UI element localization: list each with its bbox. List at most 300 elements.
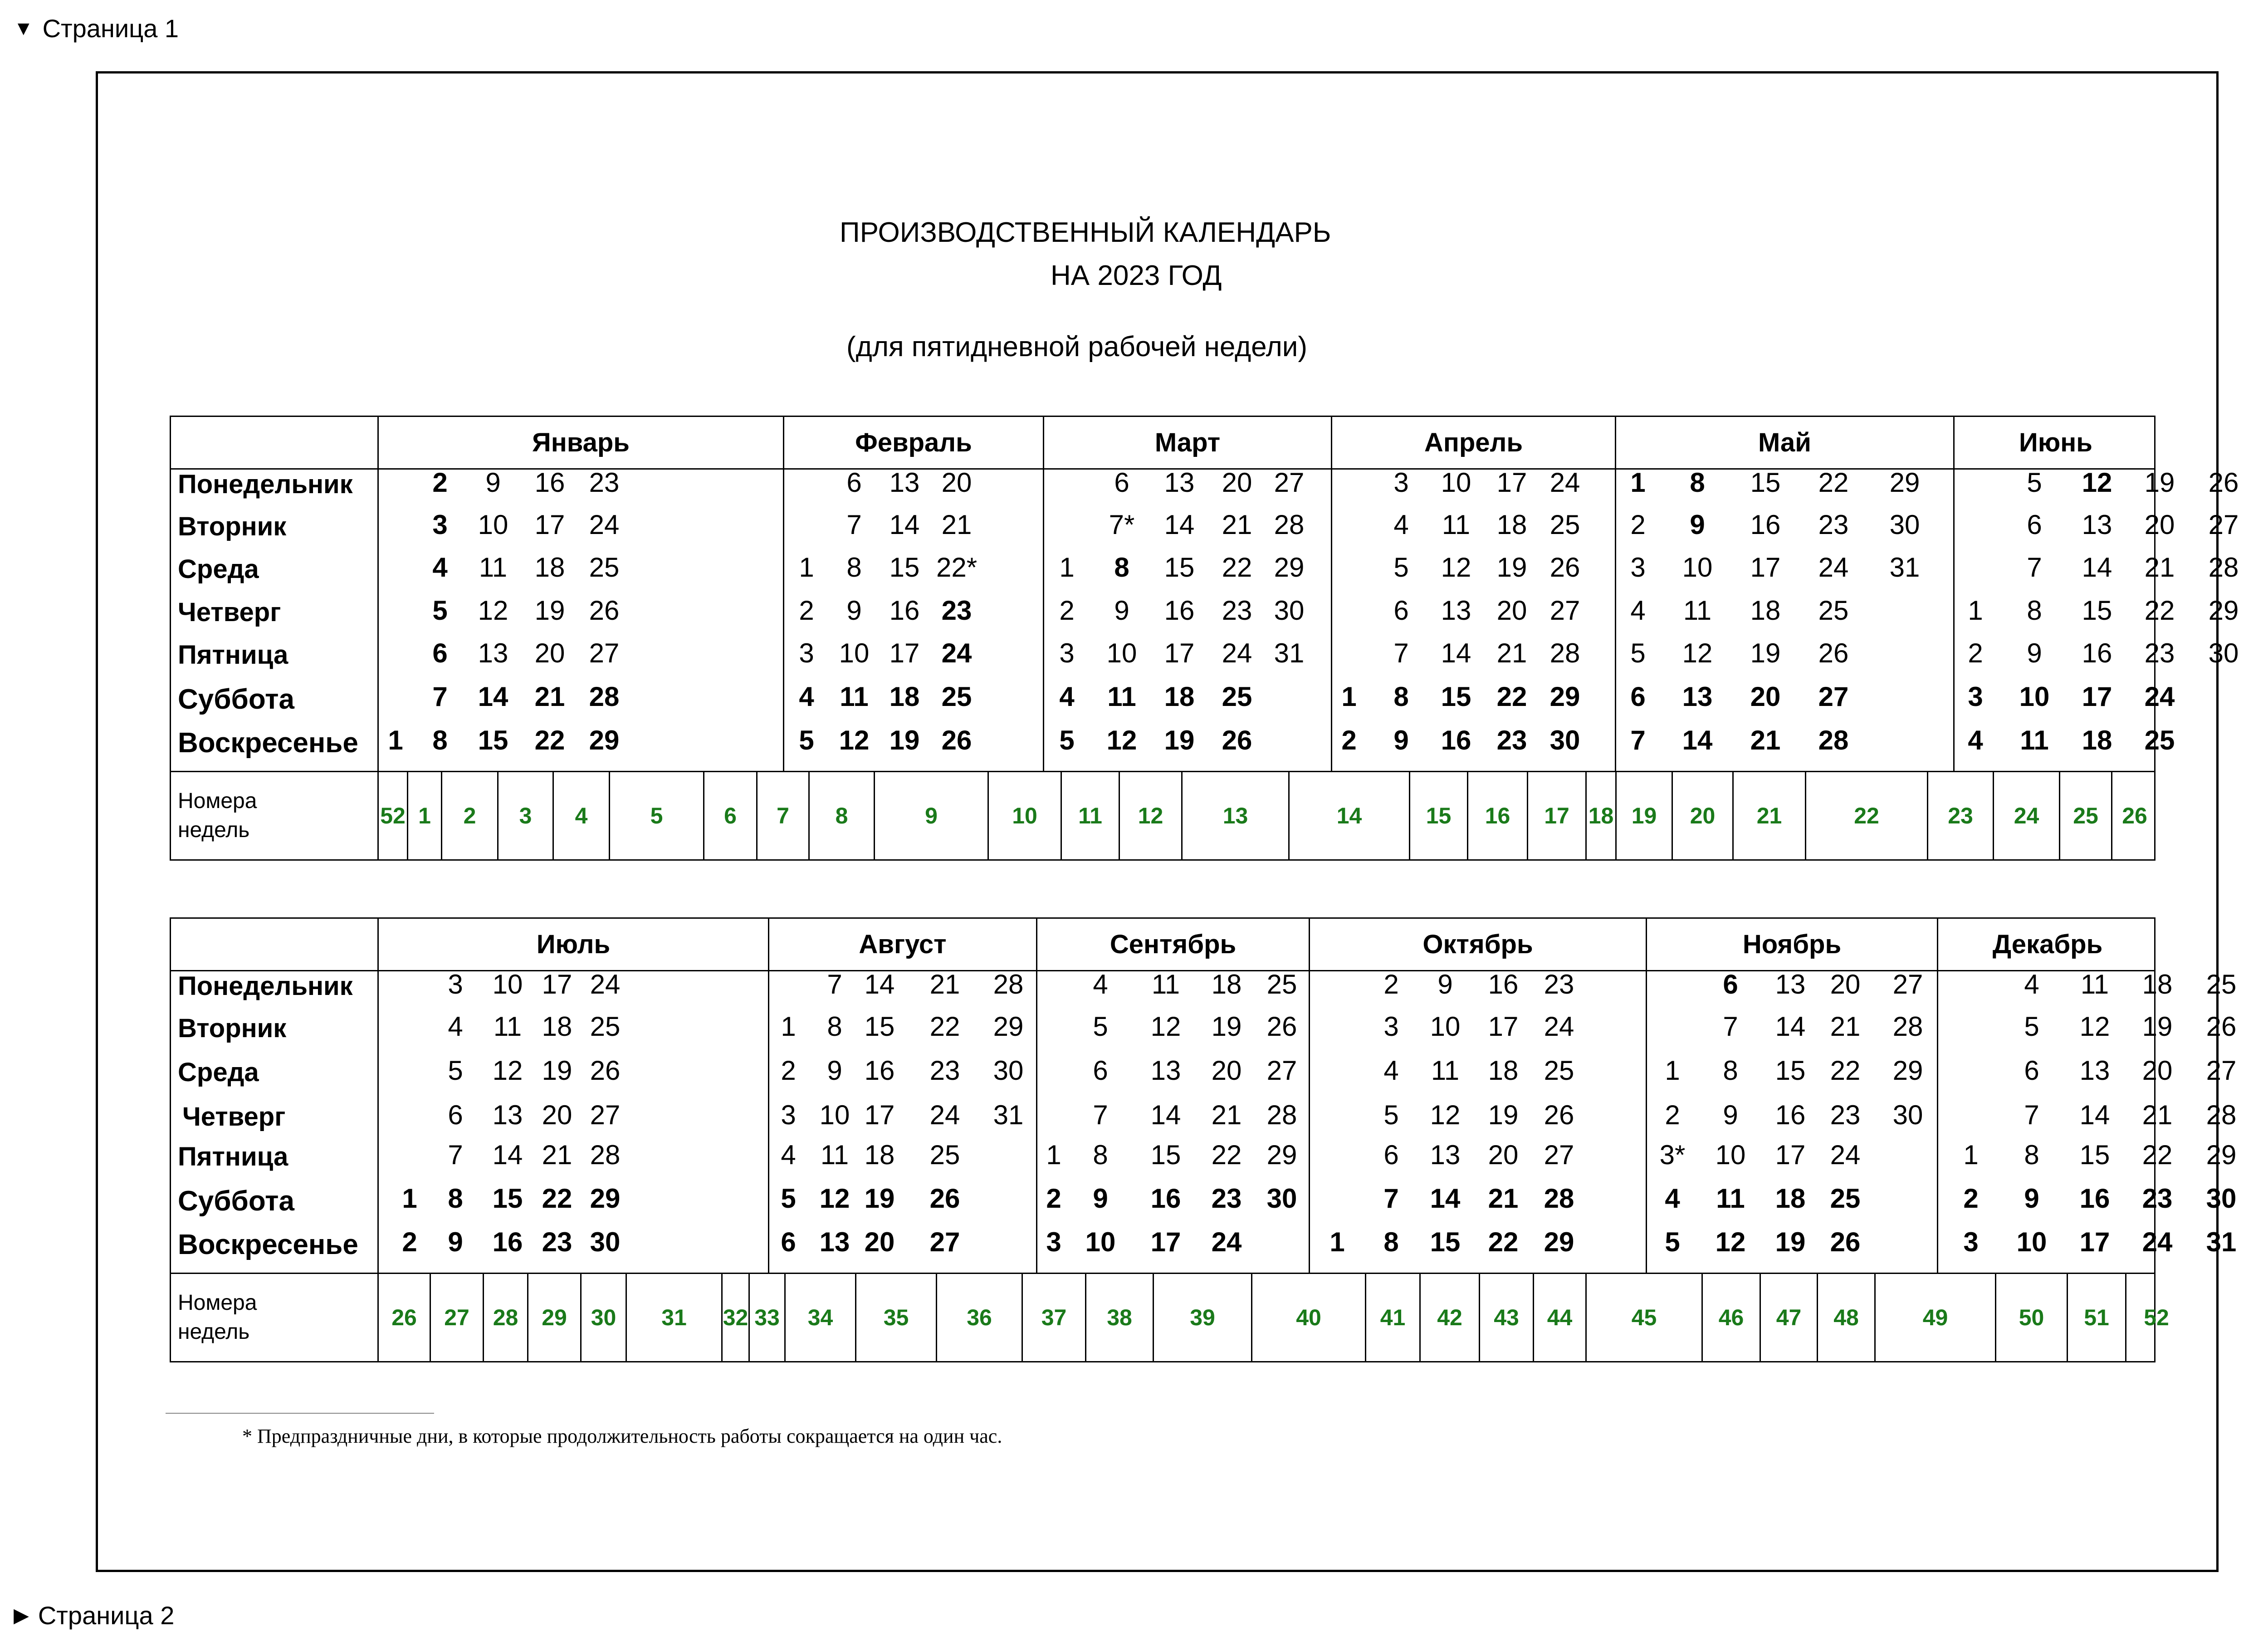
footnote: * Предпраздничные дни, в которые продолжительность работы сокращается на один час. [242,1425,1002,1447]
calendar-day: 12 [1441,552,1471,583]
week-number: 36 [936,1273,1022,1362]
calendar-day: 6 [432,638,448,668]
calendar-day: 15 [1164,552,1195,583]
calendar-day: 4 [1059,681,1075,712]
weekday-label: Воскресенье [178,727,358,759]
calendar-day: 5 [2027,467,2042,498]
calendar-day: 17 [1775,1140,1806,1170]
footnote-divider [166,1413,434,1414]
calendar-day: 19 [1488,1100,1519,1130]
calendar-day: 23 [2142,1183,2173,1214]
calendar-day: 21 [1222,509,1252,540]
calendar-day: 7 [2027,552,2042,583]
calendar-day: 23 [589,467,620,498]
week-number: 17 [1527,771,1585,861]
calendar-day: 7 [1630,725,1646,755]
calendar-first-half [170,416,2239,861]
calendar-day: 31 [2206,1227,2237,1257]
calendar-day: 30 [1266,1183,1297,1214]
calendar-day: 16 [864,1055,895,1086]
calendar-day: 11 [1442,509,1471,540]
calendar-day: 22 [1830,1055,1861,1086]
calendar-day: 19 [1211,1011,1242,1042]
calendar-day: 1 [1963,1140,1979,1170]
calendar-day: 12 [1715,1227,1746,1257]
week-number: 10 [987,771,1061,861]
calendar-day: 31 [1889,552,1920,583]
calendar-day: 18 [889,681,920,712]
calendar-day: 16 [1775,1100,1806,1130]
calendar-day: 7 [448,1140,463,1170]
calendar-day: 8 [1114,552,1129,583]
calendar-day: 18 [542,1011,572,1042]
calendar-day: 23 [1222,595,1252,626]
calendar-day: 26 [1818,638,1849,668]
calendar-day: 18 [1750,595,1781,626]
month-header: Май [1615,417,1953,468]
calendar-day: 22 [929,1011,960,1042]
calendar-day: 15 [478,725,508,755]
calendar-day: 15 [1430,1227,1461,1257]
calendar-day: 18 [1496,509,1527,540]
calendar-day: 13 [1430,1140,1461,1170]
week-numbers-label-line: недель [178,818,250,842]
calendar-day: 15 [1150,1140,1181,1170]
calendar-day: 2 [1059,595,1075,626]
calendar-day: 25 [1818,595,1849,626]
week-number: 47 [1760,1273,1817,1362]
calendar-day: 23 [2144,638,2175,668]
calendar-day: 12 [2079,1011,2110,1042]
month-column-divider [377,970,379,1273]
calendar-day: 17 [534,509,565,540]
calendar-day: 29 [1549,681,1580,712]
calendar-day: 18 [2082,725,2112,755]
calendar-day: 17 [889,638,920,668]
calendar-day: 25 [929,1140,960,1170]
calendar-day: 24 [1830,1140,1861,1170]
calendar-day: 20 [1211,1055,1242,1086]
calendar-day: 8 [1383,1227,1399,1257]
calendar-day: 4 [1630,595,1646,626]
calendar-day: 4 [2024,969,2039,999]
document-page [96,71,2239,1572]
calendar-day: 7 [1093,1100,1108,1130]
calendar-day: 2 [1630,509,1646,540]
calendar-day: 6 [1383,1140,1399,1170]
calendar-day: 3 [1963,1227,1979,1257]
week-number: 1 [407,771,441,861]
calendar-day: 8 [1393,681,1409,712]
calendar-day: 1 [1630,467,1646,498]
calendar-day: 1 [1968,595,1983,626]
calendar-day: 12 [839,725,870,755]
calendar-day: 9 [448,1227,463,1257]
title-line-1: ПРОИЗВОДСТВЕННЫЙ КАЛЕНДАРЬ [840,217,1331,248]
calendar-day: 16 [1164,595,1195,626]
week-number: 6 [703,771,756,861]
calendar-day: 28 [1266,1100,1297,1130]
calendar-day: 20 [941,467,972,498]
week-number: 26 [2111,771,2157,861]
calendar-day: 22 [1222,552,1252,583]
calendar-day: 8 [1690,467,1705,498]
calendar-day: 22 [542,1183,572,1214]
calendar-day: 25 [589,552,620,583]
calendar-day: 16 [1750,509,1781,540]
month-header: Август [768,919,1036,970]
calendar-day: 27 [2206,1055,2237,1086]
calendar-day: 9 [1690,509,1705,540]
calendar-day: 29 [589,725,620,755]
calendar-day: 27 [1274,467,1305,498]
calendar-day: 28 [589,681,620,712]
calendar-day: 27 [590,1100,621,1130]
calendar-day: 7 [432,681,448,712]
calendar-day: 3 [1968,681,1983,712]
week-number: 25 [2059,771,2111,861]
page-2-toggle[interactable] [14,1601,174,1630]
calendar-day: 8 [1723,1055,1738,1086]
calendar-day: 6 [1723,969,1738,999]
calendar-day: 23 [1211,1183,1242,1214]
calendar-day: 21 [2142,1100,2173,1130]
calendar-day: 26 [929,1183,960,1214]
week-number: 26 [377,1273,430,1362]
week-numbers-label [178,787,257,845]
calendar-day: 3 [1059,638,1075,668]
calendar-day: 2 [1963,1183,1979,1214]
calendar-day: 19 [864,1183,895,1214]
week-number: 39 [1153,1273,1251,1362]
calendar-day: 21 [1496,638,1527,668]
week-number: 52 [377,771,407,861]
calendar-day: 7 [1723,1011,1738,1042]
calendar-day: 13 [1150,1055,1181,1086]
calendar-day: 15 [864,1011,895,1042]
calendar-day: 20 [864,1227,895,1257]
week-number: 20 [1672,771,1732,861]
week-number: 24 [1993,771,2059,861]
calendar-day: 11 [1107,681,1136,712]
calendar-day: 26 [1544,1100,1574,1130]
week-number: 16 [1467,771,1527,861]
calendar-day: 1 [1330,1227,1345,1257]
calendar-day: 9 [1393,725,1409,755]
calendar-day: 9 [2027,638,2042,668]
calendar-day: 30 [2206,1183,2237,1214]
calendar-day: 26 [1549,552,1580,583]
calendar-day: 15 [889,552,920,583]
calendar-day: 13 [819,1227,850,1257]
calendar-day: 16 [2082,638,2112,668]
calendar-day: 22 [1488,1227,1519,1257]
calendar-day: 4 [1393,509,1409,540]
calendar-day: 13 [2079,1055,2110,1086]
calendar-day: 7 [1383,1183,1399,1214]
weekday-label: Понедельник [178,470,353,499]
page-2-label: Страница 2 [38,1601,175,1630]
month-header: Февраль [783,417,1043,468]
week-number: 7 [756,771,808,861]
calendar-day: 25 [1830,1183,1861,1214]
calendar-day: 22 [1818,467,1849,498]
calendar-day: 11 [493,1011,522,1042]
week-number: 49 [1874,1273,1995,1362]
calendar-day: 17 [1488,1011,1519,1042]
week-number: 50 [1995,1273,2067,1362]
week-numbers-label-line: недель [178,1320,250,1344]
calendar-day: 14 [2079,1100,2110,1130]
calendar-day: 15 [492,1183,523,1214]
calendar-day: 7 [846,509,862,540]
calendar-day: 21 [1488,1183,1519,1214]
week-number: 18 [1585,771,1615,861]
weekday-label: Понедельник [178,971,353,1001]
calendar-day: 24 [2142,1227,2173,1257]
calendar-day: 23 [542,1227,572,1257]
calendar-day: 28 [2206,1100,2237,1130]
calendar-day: 26 [941,725,972,755]
weekday-label: Пятница [178,1142,288,1171]
weekday-label: Четверг [178,598,281,627]
calendar-day: 14 [2082,552,2112,583]
calendar-day: 16 [1150,1183,1181,1214]
month-header: Март [1043,417,1331,468]
calendar-day: 1 [1665,1055,1680,1086]
calendar-day: 29 [1274,552,1305,583]
week-number: 19 [1615,771,1672,861]
week-number: 4 [552,771,609,861]
week-number: 35 [855,1273,936,1362]
week-number: 27 [430,1273,483,1362]
calendar-day: 27 [1544,1140,1574,1170]
calendar-day: 6 [448,1100,463,1130]
title-line-2: НА 2023 ГОД [1051,260,1222,291]
calendar-day: 5 [1630,638,1646,668]
month-header: Сентябрь [1036,919,1309,970]
calendar-day: 30 [2208,638,2239,668]
week-number: 29 [527,1273,580,1362]
calendar-day: 6 [781,1227,796,1257]
calendar-day: 24 [1544,1011,1574,1042]
calendar-day: 18 [1488,1055,1519,1086]
calendar-day: 28 [1274,509,1305,540]
calendar-day: 8 [1093,1140,1108,1170]
calendar-day: 18 [1775,1183,1806,1214]
calendar-day: 4 [781,1140,796,1170]
calendar-day: 30 [1274,595,1305,626]
week-number: 41 [1365,1273,1419,1362]
page-1-toggle[interactable] [14,14,179,43]
month-header: Январь [377,417,783,468]
calendar-day: 26 [1830,1227,1861,1257]
calendar-day: 25 [590,1011,621,1042]
weekday-label: Среда [178,1058,259,1087]
calendar-day: 2 [402,1227,417,1257]
calendar-day: 13 [478,638,508,668]
calendar-day: 20 [542,1100,572,1130]
calendar-day: 21 [1211,1100,1242,1130]
calendar-day: 21 [1830,1011,1861,1042]
calendar-day: 5 [2024,1011,2039,1042]
week-numbers-label-line: Номера [178,1291,257,1315]
calendar-day: 3 [1046,1227,1061,1257]
calendar-day: 12 [2082,467,2112,498]
month-column-divider [1309,970,1310,1273]
calendar-day: 22 [1496,681,1527,712]
calendar-day: 19 [542,1055,572,1086]
calendar-day: 17 [1750,552,1781,583]
calendar-day: 18 [1164,681,1195,712]
calendar-day: 3 [1383,1011,1399,1042]
calendar-day: 27 [1266,1055,1297,1086]
calendar-day: 24 [2144,681,2175,712]
weekday-label: Воскресенье [178,1229,358,1260]
calendar-day: 30 [590,1227,621,1257]
calendar-day: 22 [2142,1140,2173,1170]
month-column-divider [1646,970,1647,1273]
week-number: 33 [748,1273,784,1362]
calendar-day: 13 [1164,467,1195,498]
calendar-day: 20 [2142,1055,2173,1086]
calendar-day: 5 [1093,1011,1108,1042]
week-number: 28 [483,1273,527,1362]
calendar-day: 28 [1549,638,1580,668]
calendar-day: 28 [1818,725,1849,755]
calendar-day: 28 [590,1140,621,1170]
week-number: 46 [1701,1273,1760,1362]
calendar-day: 13 [2082,509,2112,540]
calendar-day: 7 [1393,638,1409,668]
calendar-day: 7 [827,969,842,999]
calendar-day: 25 [2144,725,2175,755]
calendar-day: 15 [1750,467,1781,498]
calendar-day: 16 [492,1227,523,1257]
week-number: 44 [1533,1273,1585,1362]
calendar-day: 13 [492,1100,523,1130]
calendar-day: 10 [1085,1227,1116,1257]
calendar-day: 11 [1683,595,1712,626]
calendar-day: 7 [2024,1100,2039,1130]
calendar-day: 11 [479,552,508,583]
calendar-day: 23 [941,595,972,626]
calendar-day: 3 [432,509,448,540]
calendar-day: 5 [1383,1100,1399,1130]
calendar-day: 5 [799,725,814,755]
calendar-day: 12 [1682,638,1713,668]
calendar-day: 20 [1750,681,1781,712]
week-number: 22 [1805,771,1927,861]
calendar-day: 3* [1659,1140,1686,1170]
month-header: Декабрь [1937,919,2157,970]
week-number: 9 [874,771,987,861]
calendar-day: 2 [1383,969,1399,999]
calendar-day: 8 [448,1183,463,1214]
calendar-day: 31 [1274,638,1305,668]
calendar-day: 2 [432,467,448,498]
calendar-day: 9 [1114,595,1129,626]
calendar-day: 10 [492,969,523,999]
calendar-day: 14 [1775,1011,1806,1042]
calendar-day: 19 [1775,1227,1806,1257]
calendar-day: 19 [2142,1011,2173,1042]
calendar-day: 4 [799,681,814,712]
week-number: 45 [1585,1273,1701,1362]
calendar-day: 19 [1750,638,1781,668]
calendar-day: 30 [993,1055,1024,1086]
month-header: Ноябрь [1646,919,1937,970]
calendar-day: 11 [820,1140,849,1170]
calendar-day: 27 [929,1227,960,1257]
calendar-day: 23 [1496,725,1527,755]
calendar-day: 16 [889,595,920,626]
calendar-day: 2 [1665,1100,1680,1130]
week-numbers-label [178,1288,257,1347]
calendar-day: 13 [1441,595,1471,626]
calendar-day: 16 [2079,1183,2110,1214]
calendar-day: 7* [1109,509,1135,540]
calendar-day: 5 [432,595,448,626]
week-number: 34 [784,1273,855,1362]
calendar-day: 24 [590,969,621,999]
calendar-day: 20 [1496,595,1527,626]
calendar-day: 21 [941,509,972,540]
calendar-day: 1 [1059,552,1075,583]
calendar-day: 26 [2206,1011,2237,1042]
weekday-label: Среда [178,554,259,584]
calendar-day: 2 [1341,725,1357,755]
calendar-day: 17 [1164,638,1195,668]
week-number: 21 [1732,771,1805,861]
calendar-day: 10 [1715,1140,1746,1170]
week-number: 37 [1022,1273,1085,1362]
calendar-day: 17 [1496,467,1527,498]
calendar-day: 29 [1544,1227,1574,1257]
calendar-day: 17 [864,1100,895,1130]
calendar-day: 1 [388,725,403,755]
calendar-day: 12 [1106,725,1137,755]
calendar-day: 24 [1818,552,1849,583]
calendar-day: 17 [2079,1227,2110,1257]
page-1-label: Страница 1 [42,14,179,43]
month-header: Октябрь [1309,919,1646,970]
calendar-day: 24 [929,1100,960,1130]
calendar-day: 21 [542,1140,572,1170]
calendar-day: 1 [781,1011,796,1042]
calendar-day: 10 [2016,1227,2047,1257]
calendar-day: 5 [1393,552,1409,583]
calendar-day: 26 [590,1055,621,1086]
calendar-day: 25 [1266,969,1297,999]
calendar-day: 8 [432,725,448,755]
calendar-day: 15 [1775,1055,1806,1086]
calendar-day: 19 [534,595,565,626]
weekday-label: Вторник [178,1014,287,1043]
calendar-day: 27 [1818,681,1849,712]
calendar-day: 19 [889,725,920,755]
calendar-day: 10 [1106,638,1137,668]
week-number: 2 [441,771,497,861]
month-header: Июнь [1953,417,2157,468]
calendar-day: 14 [1150,1100,1181,1130]
calendar-day: 14 [1682,725,1713,755]
calendar-day: 16 [534,467,565,498]
calendar-day: 23 [1544,969,1574,999]
calendar-day: 4 [1383,1055,1399,1086]
expanded-triangle-icon: ▼ [14,17,34,39]
calendar-day: 27 [1892,969,1923,999]
